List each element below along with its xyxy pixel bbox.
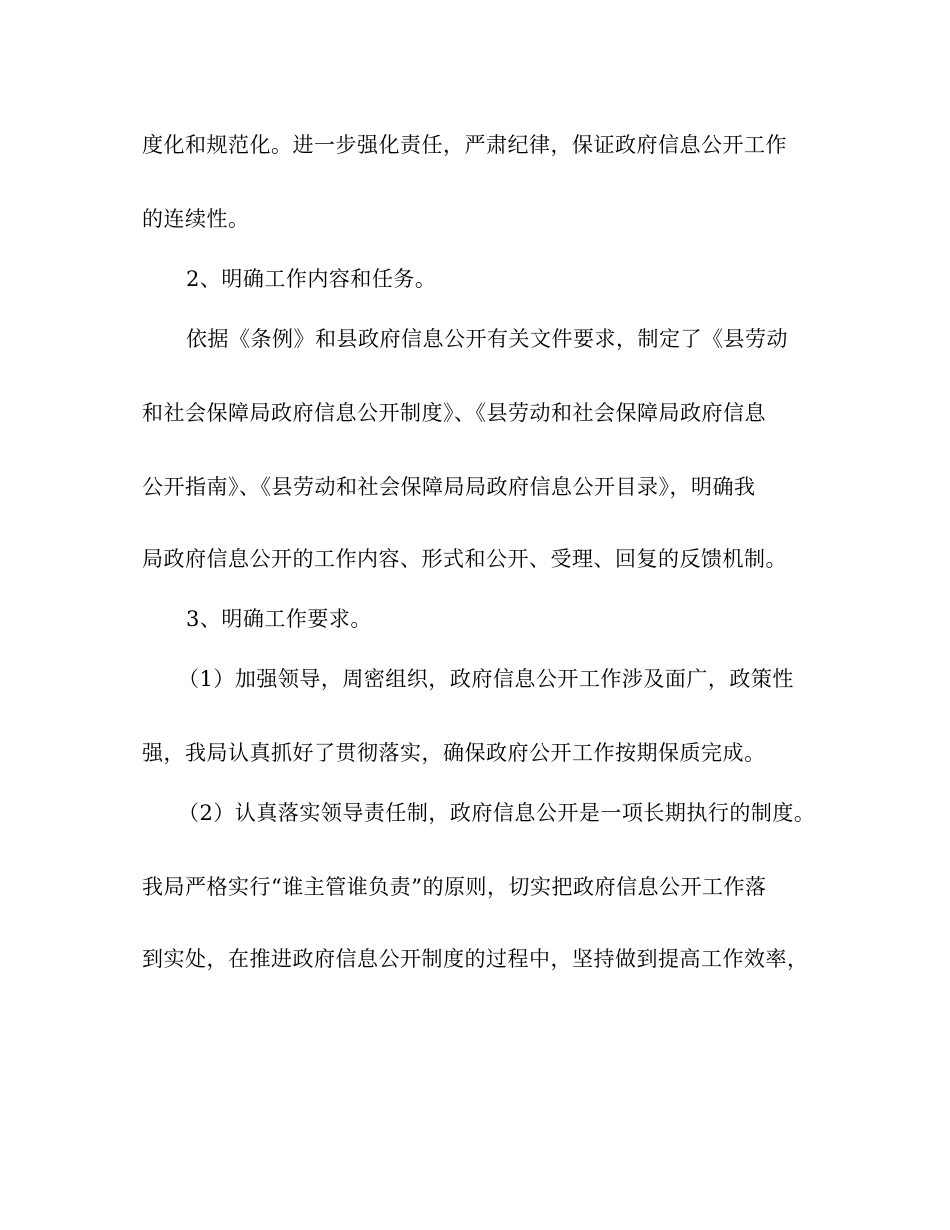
paragraph-line: 依据《条例》和县政府信息公开有关文件要求，制定了《县劳动 bbox=[186, 327, 788, 351]
list-item: （2）认真落实领导责任制，政府信息公开是一项长期执行的制度。 bbox=[178, 801, 816, 825]
paragraph-line: 强，我局认真抓好了贯彻落实，确保政府公开工作按期保质完成。 bbox=[142, 741, 766, 765]
paragraph-line: 我局严格实行“谁主管谁负责”的原则，切实把政府信息公开工作落 bbox=[142, 875, 767, 899]
section-heading: 3、明确工作要求。 bbox=[186, 607, 372, 631]
paragraph-line: 公开指南》、《县劳动和社会保障局局政府信息公开目录》，明确我 bbox=[142, 475, 756, 499]
paragraph-line: 局政府信息公开的工作内容、形式和公开、受理、回复的反馈机制。 bbox=[142, 547, 787, 571]
section-heading: 2、明确工作内容和任务。 bbox=[186, 267, 437, 291]
paragraph-line: 到实处，在推进政府信息公开制度的过程中，坚持做到提高工作效率， bbox=[142, 947, 809, 971]
list-item: （1）加强领导，周密组织，政府信息公开工作涉及面广，政策性 bbox=[178, 667, 794, 691]
paragraph-line: 的连续性。 bbox=[142, 207, 250, 231]
paragraph-line: 度化和规范化。进一步强化责任，严肃纪律，保证政府信息公开工作 bbox=[142, 133, 787, 157]
paragraph-line: 和社会保障局政府信息公开制度》、《县劳动和社会保障局政府信息 bbox=[142, 401, 766, 425]
